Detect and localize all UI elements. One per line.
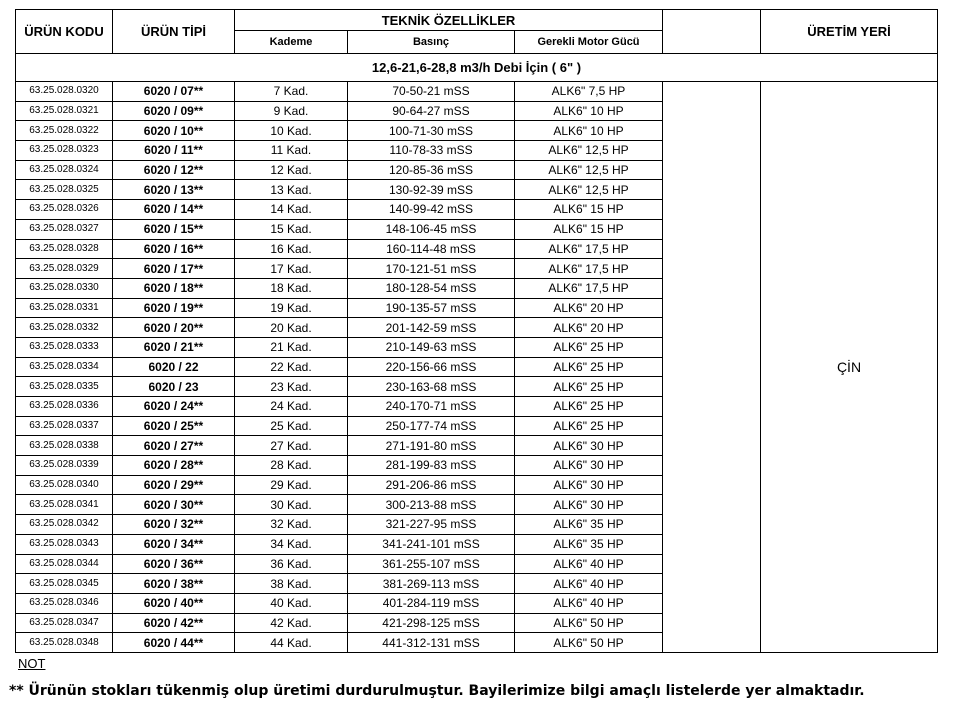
pressure-cell: 180-128-54 mSS <box>348 278 515 298</box>
col-header-uretim-yeri: ÜRETİM YERİ <box>761 10 938 54</box>
motor-cell: ALK6" 12,5 HP <box>515 160 663 180</box>
product-code-cell: 63.25.028.0340 <box>16 475 113 495</box>
stage-cell: 22 Kad. <box>235 357 348 377</box>
col-header-basinc: Basınç <box>348 31 515 54</box>
stage-cell: 18 Kad. <box>235 278 348 298</box>
product-type-cell: 6020 / 30** <box>113 495 235 515</box>
stage-cell: 40 Kad. <box>235 593 348 613</box>
pressure-cell: 291-206-86 mSS <box>348 475 515 495</box>
stage-cell: 44 Kad. <box>235 633 348 653</box>
product-code-cell: 63.25.028.0330 <box>16 278 113 298</box>
pressure-cell: 230-163-68 mSS <box>348 377 515 397</box>
product-code-cell: 63.25.028.0323 <box>16 141 113 161</box>
product-code-cell: 63.25.028.0333 <box>16 337 113 357</box>
product-code-cell: 63.25.028.0342 <box>16 515 113 535</box>
pressure-cell: 271-191-80 mSS <box>348 436 515 456</box>
pressure-cell: 401-284-119 mSS <box>348 593 515 613</box>
motor-cell: ALK6" 50 HP <box>515 633 663 653</box>
product-type-cell: 6020 / 07** <box>113 82 235 102</box>
stage-cell: 38 Kad. <box>235 574 348 594</box>
stage-cell: 34 Kad. <box>235 534 348 554</box>
product-code-cell: 63.25.028.0345 <box>16 574 113 594</box>
product-type-cell: 6020 / 18** <box>113 278 235 298</box>
product-type-cell: 6020 / 09** <box>113 101 235 121</box>
origin-cell: ÇİN <box>761 82 938 653</box>
product-code-cell: 63.25.028.0335 <box>16 377 113 397</box>
pressure-cell: 140-99-42 mSS <box>348 200 515 220</box>
product-code-cell: 63.25.028.0328 <box>16 239 113 259</box>
product-code-cell: 63.25.028.0339 <box>16 456 113 476</box>
product-type-cell: 6020 / 14** <box>113 200 235 220</box>
product-code-cell: 63.25.028.0334 <box>16 357 113 377</box>
motor-cell: ALK6" 15 HP <box>515 200 663 220</box>
header-row-top <box>16 10 938 31</box>
product-code-cell: 63.25.028.0320 <box>16 82 113 102</box>
blank-gap-cell <box>663 82 761 653</box>
pressure-cell: 421-298-125 mSS <box>348 613 515 633</box>
motor-cell: ALK6" 15 HP <box>515 219 663 239</box>
pressure-cell: 341-241-101 mSS <box>348 534 515 554</box>
product-code-cell: 63.25.028.0341 <box>16 495 113 515</box>
product-type-cell: 6020 / 22 <box>113 357 235 377</box>
motor-cell: ALK6" 25 HP <box>515 377 663 397</box>
stage-cell: 12 Kad. <box>235 160 348 180</box>
pressure-cell: 210-149-63 mSS <box>348 337 515 357</box>
product-type-cell: 6020 / 28** <box>113 456 235 476</box>
motor-cell: ALK6" 7,5 HP <box>515 82 663 102</box>
stage-cell: 9 Kad. <box>235 101 348 121</box>
product-code-cell: 63.25.028.0337 <box>16 416 113 436</box>
product-code-cell: 63.25.028.0346 <box>16 593 113 613</box>
motor-cell: ALK6" 30 HP <box>515 495 663 515</box>
col-header-motor: Gerekli Motor Gücü <box>515 31 663 54</box>
stage-cell: 30 Kad. <box>235 495 348 515</box>
motor-cell: ALK6" 25 HP <box>515 397 663 417</box>
product-type-cell: 6020 / 10** <box>113 121 235 141</box>
product-code-cell: 63.25.028.0326 <box>16 200 113 220</box>
motor-cell: ALK6" 40 HP <box>515 593 663 613</box>
product-code-cell: 63.25.028.0321 <box>16 101 113 121</box>
motor-cell: ALK6" 25 HP <box>515 416 663 436</box>
motor-cell: ALK6" 25 HP <box>515 357 663 377</box>
motor-cell: ALK6" 30 HP <box>515 436 663 456</box>
product-type-cell: 6020 / 25** <box>113 416 235 436</box>
product-spec-table <box>15 9 938 653</box>
pressure-cell: 361-255-107 mSS <box>348 554 515 574</box>
product-type-cell: 6020 / 44** <box>113 633 235 653</box>
col-header-kademe: Kademe <box>235 31 348 54</box>
product-type-cell: 6020 / 32** <box>113 515 235 535</box>
note-label: NOT <box>18 656 46 671</box>
stage-cell: 42 Kad. <box>235 613 348 633</box>
pressure-cell: 300-213-88 mSS <box>348 495 515 515</box>
note-text: ** Ürünün stokları tükenmiş olup üretimi durdurulmuştur. Bayilerimize bilgi amaçlı listelerde yer almaktadır. <box>9 683 865 699</box>
product-code-cell: 63.25.028.0327 <box>16 219 113 239</box>
stage-cell: 16 Kad. <box>235 239 348 259</box>
motor-cell: ALK6" 10 HP <box>515 121 663 141</box>
stage-cell: 21 Kad. <box>235 337 348 357</box>
pressure-cell: 100-71-30 mSS <box>348 121 515 141</box>
product-code-cell: 63.25.028.0343 <box>16 534 113 554</box>
motor-cell: ALK6" 30 HP <box>515 475 663 495</box>
motor-cell: ALK6" 25 HP <box>515 337 663 357</box>
product-type-cell: 6020 / 19** <box>113 298 235 318</box>
pressure-cell: 110-78-33 mSS <box>348 141 515 161</box>
pressure-cell: 201-142-59 mSS <box>348 318 515 338</box>
table-row <box>16 82 938 102</box>
product-code-cell: 63.25.028.0348 <box>16 633 113 653</box>
pressure-cell: 190-135-57 mSS <box>348 298 515 318</box>
product-type-cell: 6020 / 15** <box>113 219 235 239</box>
product-type-cell: 6020 / 16** <box>113 239 235 259</box>
motor-cell: ALK6" 17,5 HP <box>515 259 663 279</box>
stage-cell: 27 Kad. <box>235 436 348 456</box>
stage-cell: 14 Kad. <box>235 200 348 220</box>
motor-cell: ALK6" 35 HP <box>515 515 663 535</box>
product-code-cell: 63.25.028.0322 <box>16 121 113 141</box>
product-type-cell: 6020 / 27** <box>113 436 235 456</box>
stage-cell: 25 Kad. <box>235 416 348 436</box>
pressure-cell: 281-199-83 mSS <box>348 456 515 476</box>
stage-cell: 19 Kad. <box>235 298 348 318</box>
stage-cell: 15 Kad. <box>235 219 348 239</box>
motor-cell: ALK6" 30 HP <box>515 456 663 476</box>
stage-cell: 13 Kad. <box>235 180 348 200</box>
pressure-cell: 130-92-39 mSS <box>348 180 515 200</box>
product-type-cell: 6020 / 36** <box>113 554 235 574</box>
pressure-cell: 250-177-74 mSS <box>348 416 515 436</box>
product-code-cell: 63.25.028.0338 <box>16 436 113 456</box>
pressure-cell: 160-114-48 mSS <box>348 239 515 259</box>
stage-cell: 29 Kad. <box>235 475 348 495</box>
debi-row <box>16 54 938 82</box>
pressure-cell: 381-269-113 mSS <box>348 574 515 594</box>
stage-cell: 32 Kad. <box>235 515 348 535</box>
motor-cell: ALK6" 12,5 HP <box>515 180 663 200</box>
stage-cell: 36 Kad. <box>235 554 348 574</box>
stage-cell: 24 Kad. <box>235 397 348 417</box>
motor-cell: ALK6" 20 HP <box>515 318 663 338</box>
product-type-cell: 6020 / 13** <box>113 180 235 200</box>
pressure-cell: 70-50-21 mSS <box>348 82 515 102</box>
col-header-teknik: TEKNİK ÖZELLİKLER <box>235 10 663 31</box>
motor-cell: ALK6" 40 HP <box>515 574 663 594</box>
pressure-cell: 220-156-66 mSS <box>348 357 515 377</box>
debi-title: 12,6-21,6-28,8 m3/h Debi İçin ( 6" ) <box>16 54 938 82</box>
product-type-cell: 6020 / 11** <box>113 141 235 161</box>
product-type-cell: 6020 / 42** <box>113 613 235 633</box>
product-code-cell: 63.25.028.0347 <box>16 613 113 633</box>
motor-cell: ALK6" 40 HP <box>515 554 663 574</box>
stage-cell: 23 Kad. <box>235 377 348 397</box>
product-type-cell: 6020 / 24** <box>113 397 235 417</box>
stage-cell: 10 Kad. <box>235 121 348 141</box>
product-type-cell: 6020 / 38** <box>113 574 235 594</box>
product-type-cell: 6020 / 29** <box>113 475 235 495</box>
motor-cell: ALK6" 20 HP <box>515 298 663 318</box>
blank-gap-cell <box>663 10 761 54</box>
pressure-cell: 90-64-27 mSS <box>348 101 515 121</box>
product-code-cell: 63.25.028.0331 <box>16 298 113 318</box>
pressure-cell: 120-85-36 mSS <box>348 160 515 180</box>
product-code-cell: 63.25.028.0329 <box>16 259 113 279</box>
product-type-cell: 6020 / 40** <box>113 593 235 613</box>
product-code-cell: 63.25.028.0332 <box>16 318 113 338</box>
stage-cell: 7 Kad. <box>235 82 348 102</box>
product-code-cell: 63.25.028.0325 <box>16 180 113 200</box>
product-code-cell: 63.25.028.0324 <box>16 160 113 180</box>
pressure-cell: 441-312-131 mSS <box>348 633 515 653</box>
motor-cell: ALK6" 35 HP <box>515 534 663 554</box>
stage-cell: 28 Kad. <box>235 456 348 476</box>
product-type-cell: 6020 / 12** <box>113 160 235 180</box>
pressure-cell: 321-227-95 mSS <box>348 515 515 535</box>
product-code-cell: 63.25.028.0336 <box>16 397 113 417</box>
motor-cell: ALK6" 17,5 HP <box>515 239 663 259</box>
product-type-cell: 6020 / 21** <box>113 337 235 357</box>
stage-cell: 11 Kad. <box>235 141 348 161</box>
pressure-cell: 170-121-51 mSS <box>348 259 515 279</box>
product-type-cell: 6020 / 20** <box>113 318 235 338</box>
product-type-cell: 6020 / 23 <box>113 377 235 397</box>
motor-cell: ALK6" 12,5 HP <box>515 141 663 161</box>
motor-cell: ALK6" 10 HP <box>515 101 663 121</box>
product-type-cell: 6020 / 17** <box>113 259 235 279</box>
motor-cell: ALK6" 50 HP <box>515 613 663 633</box>
pressure-cell: 240-170-71 mSS <box>348 397 515 417</box>
stage-cell: 20 Kad. <box>235 318 348 338</box>
motor-cell: ALK6" 17,5 HP <box>515 278 663 298</box>
stage-cell: 17 Kad. <box>235 259 348 279</box>
col-header-urun-kodu: ÜRÜN KODU <box>16 10 113 54</box>
product-type-cell: 6020 / 34** <box>113 534 235 554</box>
pressure-cell: 148-106-45 mSS <box>348 219 515 239</box>
product-code-cell: 63.25.028.0344 <box>16 554 113 574</box>
col-header-urun-tipi: ÜRÜN TİPİ <box>113 10 235 54</box>
